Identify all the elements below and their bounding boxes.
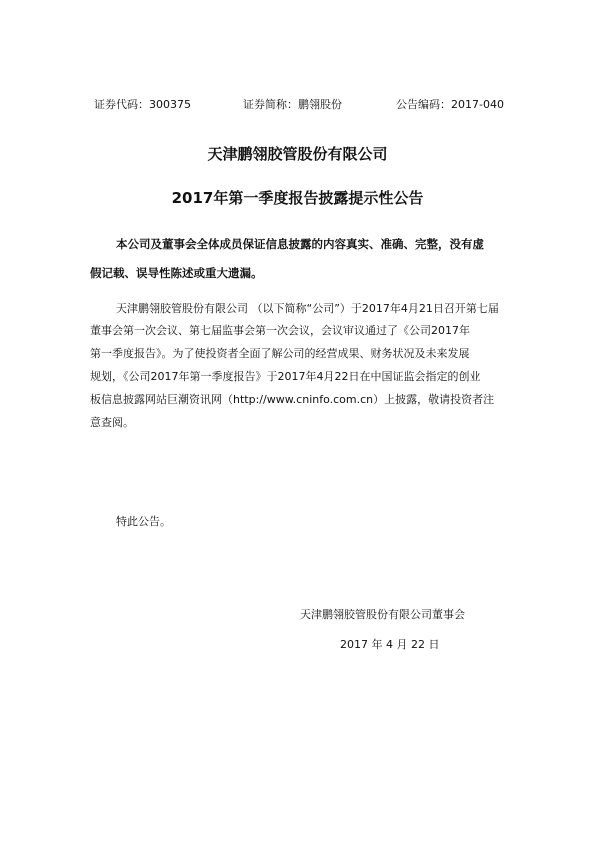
body-paragraph-line: 规划，《公司2017年第一季度报告》于2017年4月22日在中国证监会指定的创业	[90, 370, 481, 383]
body-paragraph-line: 意查阅。	[90, 416, 134, 429]
body-paragraph-line: 天津鹏翎胶管股份有限公司 （以下简称“公司”）于2017年4月21日召开第七届	[116, 302, 499, 315]
declaration-line: 假记载、误导性陈述或重大遗漏。	[90, 266, 263, 280]
body-paragraph-line: 第一季度报告》。为了使投资者全面了解公司的经营成果、财务状况及未来发展	[90, 347, 470, 360]
closing-statement: 特此公告。	[116, 515, 171, 528]
security-short-name: 证券简称：鹏翎股份	[243, 98, 342, 111]
declaration-line: 本公司及董事会全体成员保证信息披露的内容真实、准确、完整，没有虚	[116, 237, 484, 251]
report-title: 2017年第一季度报告披露提示性公告	[171, 189, 424, 207]
signer-name: 天津鹏翎胶管股份有限公司董事会	[300, 608, 465, 621]
signature-date: 2017 年 4 月 22 日	[340, 638, 440, 651]
security-code: 证券代码：300375	[94, 98, 191, 111]
company-name: 天津鹏翎胶管股份有限公司	[207, 145, 388, 163]
notice-number: 公告编码：2017-040	[396, 98, 504, 111]
body-paragraph-line: 董事会第一次会议、第七届监事会第一次会议，会议审议通过了《公司2017年	[90, 324, 470, 337]
body-paragraph-line: 板信息披露网站巨潮资讯网（http://www.cninfo.com.cn）上披露，敬请投资者注	[90, 393, 495, 406]
